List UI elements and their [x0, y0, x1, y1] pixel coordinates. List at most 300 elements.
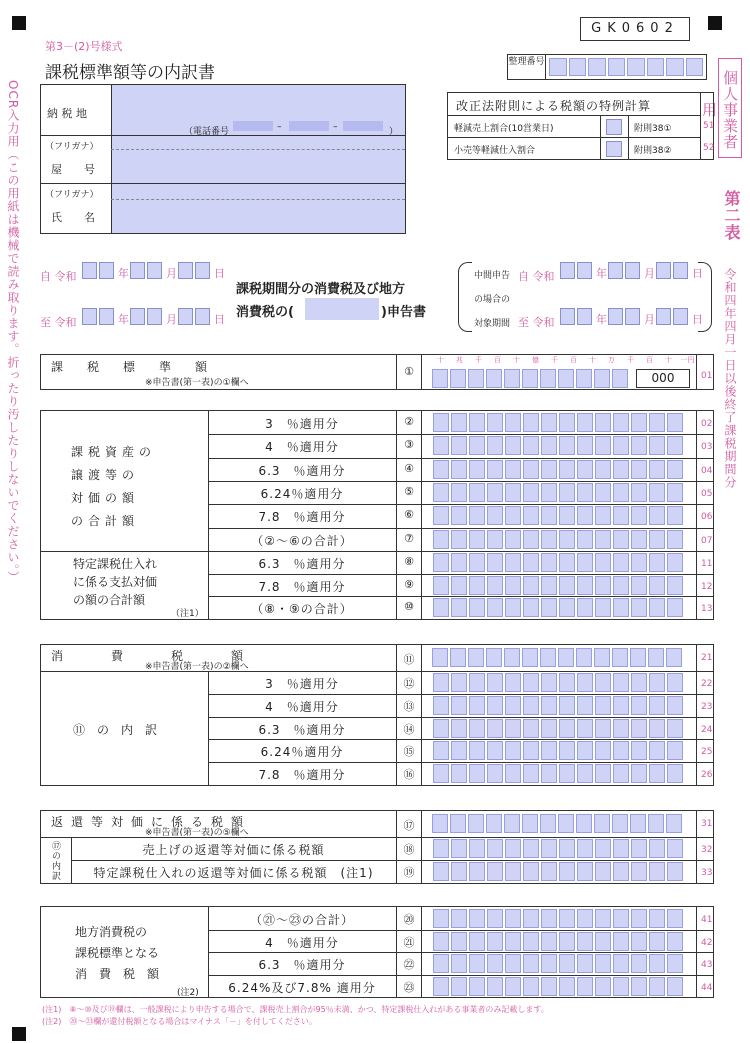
amount-digit-cell[interactable] — [595, 576, 611, 595]
amount-digit-cell[interactable] — [541, 506, 557, 525]
amount-digit-cell[interactable] — [541, 413, 557, 432]
amount-digit-cell[interactable] — [559, 839, 575, 858]
amount-digit-cell[interactable] — [631, 673, 647, 692]
amount-digit-cell[interactable] — [468, 369, 484, 388]
amount-digit-cell[interactable] — [469, 576, 485, 595]
amount-digit-cell[interactable] — [649, 530, 665, 549]
amount-digit-cell[interactable] — [433, 909, 449, 928]
amount-digit-cell[interactable] — [487, 696, 503, 715]
amount-digit-cell[interactable] — [451, 741, 467, 760]
amount-digit-cell[interactable] — [433, 673, 449, 692]
amount-digit-cell[interactable] — [540, 814, 556, 833]
amount-digit-cell[interactable] — [541, 530, 557, 549]
amount-cells[interactable] — [433, 673, 697, 692]
amount-cells[interactable] — [433, 909, 697, 928]
amount-digit-cell[interactable] — [613, 436, 629, 455]
amount-cells[interactable] — [433, 741, 697, 760]
amount-cells[interactable] — [433, 506, 697, 525]
amount-digit-cell[interactable] — [649, 909, 665, 928]
amount-digit-cell[interactable] — [576, 648, 592, 667]
amount-digit-cell[interactable] — [468, 814, 484, 833]
amount-digit-cell[interactable] — [487, 909, 503, 928]
amount-digit-cell[interactable] — [451, 764, 467, 783]
amount-digit-cell[interactable] — [451, 436, 467, 455]
amount-digit-cell[interactable] — [523, 576, 539, 595]
amount-digit-cell[interactable] — [595, 741, 611, 760]
amount-digit-cell[interactable] — [433, 598, 449, 617]
amount-digit-cell[interactable] — [595, 483, 611, 502]
amount-digit-cell[interactable] — [523, 977, 539, 996]
amount-digit-cell[interactable] — [469, 483, 485, 502]
amount-digit-cell[interactable] — [433, 436, 449, 455]
amount-digit-cell[interactable] — [541, 598, 557, 617]
amount-digit-cell[interactable] — [667, 696, 683, 715]
amount-digit-cell[interactable] — [469, 696, 485, 715]
amount-digit-cell[interactable] — [469, 530, 485, 549]
amount-digit-cell[interactable] — [595, 413, 611, 432]
amount-digit-cell[interactable] — [667, 764, 683, 783]
amount-digit-cell[interactable] — [505, 719, 521, 738]
amount-digit-cell[interactable] — [487, 862, 503, 881]
amount-digit-cell[interactable] — [451, 460, 467, 479]
amount-digit-cell[interactable] — [523, 764, 539, 783]
amount-digit-cell[interactable] — [631, 839, 647, 858]
amount-digit-cell[interactable] — [631, 719, 647, 738]
amount-digit-cell[interactable] — [595, 553, 611, 572]
amount-digit-cell[interactable] — [433, 977, 449, 996]
amount-digit-cell[interactable] — [541, 909, 557, 928]
amount-digit-cell[interactable] — [613, 719, 629, 738]
amount-digit-cell[interactable] — [631, 436, 647, 455]
amount-digit-cell[interactable] — [505, 576, 521, 595]
amount-digit-cell[interactable] — [613, 862, 629, 881]
amount-digit-cell[interactable] — [469, 977, 485, 996]
amount-digit-cell[interactable] — [433, 764, 449, 783]
special-calc-row1-check[interactable] — [606, 119, 622, 135]
amount-digit-cell[interactable] — [469, 436, 485, 455]
amount-digit-cell[interactable] — [487, 764, 503, 783]
amount-digit-cell[interactable] — [667, 741, 683, 760]
amount-digit-cell[interactable] — [577, 553, 593, 572]
amount-digit-cell[interactable] — [594, 369, 610, 388]
amount-digit-cell[interactable] — [595, 909, 611, 928]
amount-digit-cell[interactable] — [595, 932, 611, 951]
amount-digit-cell[interactable] — [613, 576, 629, 595]
amount-digit-cell[interactable] — [505, 598, 521, 617]
amount-digit-cell[interactable] — [523, 483, 539, 502]
amount-cells[interactable] — [433, 839, 697, 858]
amount-digit-cell[interactable] — [577, 909, 593, 928]
amount-digit-cell[interactable] — [613, 530, 629, 549]
amount-digit-cell[interactable] — [577, 460, 593, 479]
amount-digit-cell[interactable] — [487, 954, 503, 973]
amount-cells[interactable] — [433, 576, 697, 595]
amount-digit-cell[interactable] — [667, 862, 683, 881]
amount-digit-cell[interactable] — [613, 553, 629, 572]
amount-digit-cell[interactable] — [523, 530, 539, 549]
amount-digit-cell[interactable] — [486, 814, 502, 833]
amount-digit-cell[interactable] — [433, 741, 449, 760]
amount-digit-cell[interactable] — [469, 598, 485, 617]
amount-digit-cell[interactable] — [433, 483, 449, 502]
amount-digit-cell[interactable] — [612, 369, 628, 388]
amount-digit-cell[interactable] — [541, 741, 557, 760]
amount-digit-cell[interactable] — [667, 673, 683, 692]
amount-digit-cell[interactable] — [451, 719, 467, 738]
amount-digit-cell[interactable] — [523, 954, 539, 973]
amount-digit-cell[interactable] — [433, 413, 449, 432]
amount-digit-cell[interactable] — [613, 741, 629, 760]
amount-digit-cell[interactable] — [631, 553, 647, 572]
amount-digit-cell[interactable] — [487, 413, 503, 432]
amount-digit-cell[interactable] — [433, 576, 449, 595]
amount-digit-cell[interactable] — [558, 648, 574, 667]
amount-cells[interactable] — [433, 954, 697, 973]
amount-digit-cell[interactable] — [559, 719, 575, 738]
amount-digit-cell[interactable] — [469, 954, 485, 973]
amount-digit-cell[interactable] — [487, 506, 503, 525]
amount-digit-cell[interactable] — [559, 862, 575, 881]
amount-digit-cell[interactable] — [631, 764, 647, 783]
amount-digit-cell[interactable] — [469, 764, 485, 783]
amount-digit-cell[interactable] — [504, 814, 520, 833]
amount-digit-cell[interactable] — [523, 436, 539, 455]
amount-digit-cell[interactable] — [649, 576, 665, 595]
amount-digit-cell[interactable] — [451, 530, 467, 549]
amount-digit-cell[interactable] — [666, 648, 682, 667]
amount-digit-cell[interactable] — [468, 648, 484, 667]
amount-digit-cell[interactable] — [541, 553, 557, 572]
amount-digit-cell[interactable] — [505, 932, 521, 951]
amount-digit-cell[interactable] — [631, 696, 647, 715]
amount-digit-cell[interactable] — [613, 673, 629, 692]
amount-digit-cell[interactable] — [451, 696, 467, 715]
phone-local-code[interactable] — [289, 121, 329, 131]
amount-digit-cell[interactable] — [667, 839, 683, 858]
amount-digit-cell[interactable] — [541, 673, 557, 692]
phone-area-code[interactable] — [233, 121, 273, 131]
amount-digit-cell[interactable] — [595, 839, 611, 858]
amount-digit-cell[interactable] — [559, 764, 575, 783]
amount-digit-cell[interactable] — [613, 954, 629, 973]
amount-digit-cell[interactable] — [469, 839, 485, 858]
amount-digit-cell[interactable] — [559, 598, 575, 617]
amount-digit-cell[interactable] — [559, 909, 575, 928]
amount-digit-cell[interactable] — [487, 436, 503, 455]
amount-cells[interactable] — [433, 696, 697, 715]
sec3-amount-cells[interactable] — [432, 648, 696, 667]
amount-digit-cell[interactable] — [523, 862, 539, 881]
amount-digit-cell[interactable] — [505, 764, 521, 783]
amount-digit-cell[interactable] — [469, 553, 485, 572]
amount-digit-cell[interactable] — [451, 553, 467, 572]
amount-digit-cell[interactable] — [631, 909, 647, 928]
amount-digit-cell[interactable] — [487, 598, 503, 617]
amount-digit-cell[interactable] — [613, 932, 629, 951]
amount-cells[interactable] — [433, 436, 697, 455]
amount-digit-cell[interactable] — [667, 553, 683, 572]
amount-digit-cell[interactable] — [613, 483, 629, 502]
amount-digit-cell[interactable] — [541, 483, 557, 502]
amount-digit-cell[interactable] — [577, 673, 593, 692]
amount-digit-cell[interactable] — [505, 862, 521, 881]
amount-cells[interactable] — [433, 553, 697, 572]
amount-digit-cell[interactable] — [504, 369, 520, 388]
amount-digit-cell[interactable] — [631, 741, 647, 760]
amount-digit-cell[interactable] — [523, 741, 539, 760]
amount-digit-cell[interactable] — [451, 839, 467, 858]
amount-cells[interactable] — [433, 598, 697, 617]
amount-digit-cell[interactable] — [469, 909, 485, 928]
amount-digit-cell[interactable] — [505, 696, 521, 715]
amount-digit-cell[interactable] — [541, 576, 557, 595]
amount-digit-cell[interactable] — [559, 530, 575, 549]
amount-cells[interactable] — [433, 413, 697, 432]
amount-digit-cell[interactable] — [432, 648, 448, 667]
sec4-amount-cells[interactable] — [432, 814, 696, 833]
amount-digit-cell[interactable] — [613, 413, 629, 432]
amount-digit-cell[interactable] — [595, 696, 611, 715]
amount-digit-cell[interactable] — [577, 530, 593, 549]
amount-digit-cell[interactable] — [487, 719, 503, 738]
amount-digit-cell[interactable] — [595, 862, 611, 881]
amount-digit-cell[interactable] — [577, 506, 593, 525]
amount-digit-cell[interactable] — [594, 814, 610, 833]
amount-digit-cell[interactable] — [469, 460, 485, 479]
amount-digit-cell[interactable] — [577, 413, 593, 432]
amount-digit-cell[interactable] — [559, 413, 575, 432]
amount-digit-cell[interactable] — [631, 506, 647, 525]
amount-digit-cell[interactable] — [667, 460, 683, 479]
amount-digit-cell[interactable] — [522, 648, 538, 667]
amount-digit-cell[interactable] — [433, 719, 449, 738]
amount-digit-cell[interactable] — [541, 932, 557, 951]
amount-digit-cell[interactable] — [451, 576, 467, 595]
amount-digit-cell[interactable] — [469, 506, 485, 525]
amount-digit-cell[interactable] — [595, 673, 611, 692]
amount-cells[interactable] — [433, 719, 697, 738]
amount-cells[interactable] — [433, 862, 697, 881]
amount-digit-cell[interactable] — [505, 436, 521, 455]
amount-digit-cell[interactable] — [559, 460, 575, 479]
amount-digit-cell[interactable] — [451, 598, 467, 617]
amount-digit-cell[interactable] — [505, 553, 521, 572]
amount-digit-cell[interactable] — [613, 839, 629, 858]
amount-digit-cell[interactable] — [667, 530, 683, 549]
amount-digit-cell[interactable] — [559, 932, 575, 951]
amount-digit-cell[interactable] — [559, 483, 575, 502]
amount-digit-cell[interactable] — [523, 413, 539, 432]
amount-digit-cell[interactable] — [433, 460, 449, 479]
amount-digit-cell[interactable] — [613, 460, 629, 479]
amount-digit-cell[interactable] — [667, 483, 683, 502]
amount-digit-cell[interactable] — [577, 436, 593, 455]
amount-digit-cell[interactable] — [649, 673, 665, 692]
name-field[interactable] — [111, 183, 405, 233]
amount-digit-cell[interactable] — [667, 413, 683, 432]
amount-digit-cell[interactable] — [451, 932, 467, 951]
amount-digit-cell[interactable] — [577, 977, 593, 996]
amount-digit-cell[interactable] — [649, 598, 665, 617]
amount-digit-cell[interactable] — [630, 814, 646, 833]
amount-digit-cell[interactable] — [541, 862, 557, 881]
amount-digit-cell[interactable] — [631, 483, 647, 502]
amount-digit-cell[interactable] — [649, 506, 665, 525]
amount-digit-cell[interactable] — [613, 977, 629, 996]
amount-digit-cell[interactable] — [451, 673, 467, 692]
amount-digit-cell[interactable] — [577, 741, 593, 760]
amount-digit-cell[interactable] — [469, 413, 485, 432]
amount-digit-cell[interactable] — [667, 719, 683, 738]
amount-digit-cell[interactable] — [541, 460, 557, 479]
amount-digit-cell[interactable] — [630, 648, 646, 667]
amount-digit-cell[interactable] — [577, 862, 593, 881]
amount-digit-cell[interactable] — [559, 576, 575, 595]
amount-digit-cell[interactable] — [523, 719, 539, 738]
amount-digit-cell[interactable] — [451, 977, 467, 996]
amount-digit-cell[interactable] — [450, 369, 466, 388]
shop-name-field[interactable] — [111, 135, 405, 183]
amount-digit-cell[interactable] — [558, 814, 574, 833]
amount-digit-cell[interactable] — [540, 369, 556, 388]
amount-cells[interactable] — [433, 483, 697, 502]
amount-digit-cell[interactable] — [487, 977, 503, 996]
amount-digit-cell[interactable] — [469, 741, 485, 760]
amount-digit-cell[interactable] — [595, 977, 611, 996]
amount-digit-cell[interactable] — [631, 977, 647, 996]
amount-digit-cell[interactable] — [487, 839, 503, 858]
amount-digit-cell[interactable] — [667, 436, 683, 455]
amount-digit-cell[interactable] — [577, 764, 593, 783]
amount-digit-cell[interactable] — [451, 506, 467, 525]
amount-digit-cell[interactable] — [487, 460, 503, 479]
amount-digit-cell[interactable] — [595, 719, 611, 738]
amount-digit-cell[interactable] — [666, 814, 682, 833]
amount-digit-cell[interactable] — [523, 553, 539, 572]
amount-digit-cell[interactable] — [451, 413, 467, 432]
amount-digit-cell[interactable] — [505, 839, 521, 858]
amount-digit-cell[interactable] — [505, 977, 521, 996]
amount-digit-cell[interactable] — [541, 954, 557, 973]
amount-digit-cell[interactable] — [631, 598, 647, 617]
amount-digit-cell[interactable] — [505, 413, 521, 432]
amount-cells[interactable] — [433, 977, 697, 996]
amount-digit-cell[interactable] — [433, 696, 449, 715]
amount-digit-cell[interactable] — [487, 553, 503, 572]
amount-digit-cell[interactable] — [451, 862, 467, 881]
seiri-number-field[interactable] — [507, 54, 707, 80]
amount-digit-cell[interactable] — [541, 977, 557, 996]
amount-digit-cell[interactable] — [613, 598, 629, 617]
amount-digit-cell[interactable] — [505, 673, 521, 692]
amount-cells[interactable] — [433, 460, 697, 479]
amount-digit-cell[interactable] — [469, 862, 485, 881]
amount-digit-cell[interactable] — [451, 909, 467, 928]
amount-digit-cell[interactable] — [594, 648, 610, 667]
amount-digit-cell[interactable] — [576, 369, 592, 388]
amount-digit-cell[interactable] — [523, 909, 539, 928]
amount-digit-cell[interactable] — [469, 932, 485, 951]
amount-digit-cell[interactable] — [450, 814, 466, 833]
amount-digit-cell[interactable] — [649, 977, 665, 996]
amount-cells[interactable] — [433, 932, 697, 951]
amount-digit-cell[interactable] — [559, 673, 575, 692]
amount-digit-cell[interactable] — [631, 862, 647, 881]
amount-digit-cell[interactable] — [577, 839, 593, 858]
amount-digit-cell[interactable] — [541, 764, 557, 783]
amount-digit-cell[interactable] — [649, 719, 665, 738]
amount-digit-cell[interactable] — [649, 932, 665, 951]
amount-digit-cell[interactable] — [577, 932, 593, 951]
amount-digit-cell[interactable] — [433, 932, 449, 951]
amount-digit-cell[interactable] — [613, 696, 629, 715]
amount-digit-cell[interactable] — [595, 506, 611, 525]
amount-digit-cell[interactable] — [469, 673, 485, 692]
amount-digit-cell[interactable] — [649, 413, 665, 432]
amount-digit-cell[interactable] — [649, 553, 665, 572]
amount-digit-cell[interactable] — [487, 741, 503, 760]
phone-number[interactable] — [343, 121, 383, 131]
amount-digit-cell[interactable] — [612, 648, 628, 667]
amount-digit-cell[interactable] — [558, 369, 574, 388]
amount-digit-cell[interactable] — [577, 719, 593, 738]
declaration-type-field[interactable] — [305, 298, 379, 320]
amount-digit-cell[interactable] — [667, 954, 683, 973]
amount-digit-cell[interactable] — [613, 764, 629, 783]
amount-digit-cell[interactable] — [577, 576, 593, 595]
amount-digit-cell[interactable] — [559, 696, 575, 715]
amount-digit-cell[interactable] — [433, 553, 449, 572]
amount-digit-cell[interactable] — [649, 436, 665, 455]
amount-digit-cell[interactable] — [505, 483, 521, 502]
amount-digit-cell[interactable] — [667, 932, 683, 951]
amount-digit-cell[interactable] — [540, 648, 556, 667]
amount-digit-cell[interactable] — [523, 506, 539, 525]
amount-digit-cell[interactable] — [504, 648, 520, 667]
amount-digit-cell[interactable] — [612, 814, 628, 833]
amount-digit-cell[interactable] — [486, 369, 502, 388]
amount-digit-cell[interactable] — [667, 977, 683, 996]
amount-digit-cell[interactable] — [667, 506, 683, 525]
amount-digit-cell[interactable] — [631, 576, 647, 595]
amount-digit-cell[interactable] — [595, 436, 611, 455]
amount-digit-cell[interactable] — [667, 909, 683, 928]
amount-digit-cell[interactable] — [631, 954, 647, 973]
amount-digit-cell[interactable] — [595, 598, 611, 617]
amount-digit-cell[interactable] — [523, 839, 539, 858]
amount-digit-cell[interactable] — [523, 932, 539, 951]
amount-digit-cell[interactable] — [487, 673, 503, 692]
amount-digit-cell[interactable] — [559, 436, 575, 455]
amount-digit-cell[interactable] — [486, 648, 502, 667]
amount-digit-cell[interactable] — [631, 932, 647, 951]
amount-digit-cell[interactable] — [523, 673, 539, 692]
amount-digit-cell[interactable] — [577, 598, 593, 617]
amount-digit-cell[interactable] — [505, 530, 521, 549]
amount-digit-cell[interactable] — [631, 530, 647, 549]
amount-digit-cell[interactable] — [631, 413, 647, 432]
amount-digit-cell[interactable] — [505, 506, 521, 525]
amount-digit-cell[interactable] — [559, 506, 575, 525]
amount-digit-cell[interactable] — [595, 954, 611, 973]
amount-digit-cell[interactable] — [505, 909, 521, 928]
amount-digit-cell[interactable] — [433, 839, 449, 858]
amount-digit-cell[interactable] — [505, 741, 521, 760]
amount-cells[interactable] — [433, 530, 697, 549]
amount-digit-cell[interactable] — [631, 460, 647, 479]
amount-digit-cell[interactable] — [523, 460, 539, 479]
amount-digit-cell[interactable] — [433, 530, 449, 549]
